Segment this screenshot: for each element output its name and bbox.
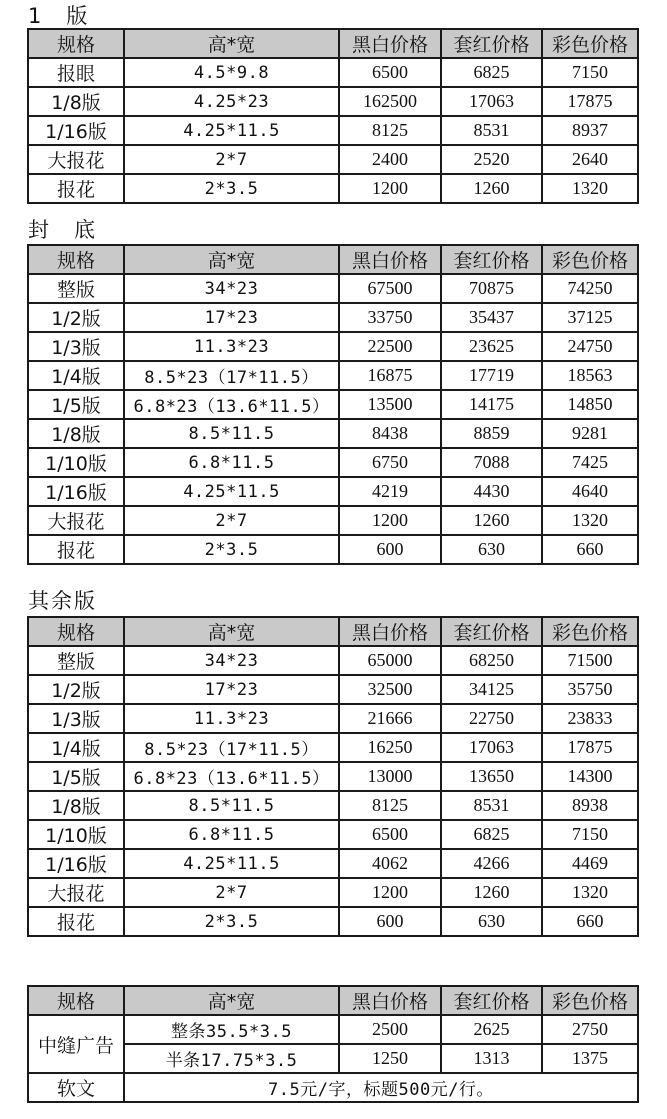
cell-color-price: 18563 bbox=[542, 361, 638, 390]
cell-bw-price: 65000 bbox=[339, 646, 441, 675]
cell-size: 6.8*11.5 bbox=[124, 448, 339, 477]
cell-softtext-label: 软文 bbox=[28, 1073, 124, 1102]
cell-red-price: 35437 bbox=[441, 303, 542, 332]
cell-red-price: 1313 bbox=[441, 1044, 542, 1073]
cell-bw-price: 162500 bbox=[339, 87, 441, 116]
cell-spec: 1/16版 bbox=[28, 116, 124, 145]
cell-size: 11.3*23 bbox=[124, 332, 339, 361]
table-header-row bbox=[28, 617, 638, 646]
cell-bw-price: 1200 bbox=[339, 506, 441, 535]
cell-bw-price: 6500 bbox=[339, 58, 441, 87]
cell-size: 4.25*11.5 bbox=[124, 477, 339, 506]
table-row bbox=[28, 477, 638, 506]
cell-spec: 大报花 bbox=[28, 878, 124, 907]
table-row bbox=[28, 58, 638, 87]
cell-bw-price: 1200 bbox=[339, 174, 441, 203]
cell-color-price: 24750 bbox=[542, 332, 638, 361]
cell-spec: 1/8版 bbox=[28, 419, 124, 448]
cell-seam-ad-label: 中缝广告 bbox=[28, 1015, 124, 1073]
cell-spec: 1/5版 bbox=[28, 390, 124, 419]
cell-red-price: 70875 bbox=[441, 274, 542, 303]
cell-color-price: 4640 bbox=[542, 477, 638, 506]
cell-size: 17*23 bbox=[124, 303, 339, 332]
table-row bbox=[28, 733, 638, 762]
rate-table-back-cover bbox=[27, 244, 639, 565]
cell-red-price: 34125 bbox=[441, 675, 542, 704]
cell-size: 2*7 bbox=[124, 145, 339, 174]
cell-size: 34*23 bbox=[124, 274, 339, 303]
cell-red-price: 68250 bbox=[441, 646, 542, 675]
cell-color-price: 660 bbox=[542, 535, 638, 564]
cell-red-price: 7088 bbox=[441, 448, 542, 477]
cell-size: 4.25*11.5 bbox=[124, 116, 339, 145]
cell-spec: 整版 bbox=[28, 646, 124, 675]
cell-bw-price: 32500 bbox=[339, 675, 441, 704]
table-row bbox=[28, 448, 638, 477]
header-spec: 规格 bbox=[28, 245, 124, 274]
cell-size: 整条35.5*3.5 bbox=[124, 1015, 339, 1044]
cell-size: 11.3*23 bbox=[124, 704, 339, 733]
cell-spec: 1/16版 bbox=[28, 477, 124, 506]
cell-size: 4.5*9.8 bbox=[124, 58, 339, 87]
table-row bbox=[28, 274, 638, 303]
cell-spec: 1/5版 bbox=[28, 762, 124, 791]
cell-color-price: 14300 bbox=[542, 762, 638, 791]
section-title-back-cover: 封 底 bbox=[28, 218, 97, 242]
header-size: 高*宽 bbox=[124, 245, 339, 274]
section-title-other-pages: 其余版 bbox=[28, 589, 97, 613]
cell-red-price: 8859 bbox=[441, 419, 542, 448]
cell-color-price: 7425 bbox=[542, 448, 638, 477]
header-bw-price: 黑白价格 bbox=[339, 617, 441, 646]
cell-color-price: 9281 bbox=[542, 419, 638, 448]
cell-bw-price: 1250 bbox=[339, 1044, 441, 1073]
table-row bbox=[28, 419, 638, 448]
cell-red-price: 17719 bbox=[441, 361, 542, 390]
cell-bw-price: 6750 bbox=[339, 448, 441, 477]
cell-red-price: 4266 bbox=[441, 849, 542, 878]
cell-bw-price: 22500 bbox=[339, 332, 441, 361]
cell-spec: 大报花 bbox=[28, 145, 124, 174]
cell-color-price: 17875 bbox=[542, 733, 638, 762]
rate-table-front bbox=[27, 28, 639, 204]
cell-bw-price: 4062 bbox=[339, 849, 441, 878]
cell-color-price: 14850 bbox=[542, 390, 638, 419]
cell-color-price: 1320 bbox=[542, 506, 638, 535]
header-spec: 规格 bbox=[28, 29, 124, 58]
cell-red-price: 2625 bbox=[441, 1015, 542, 1044]
header-bw-price: 黑白价格 bbox=[339, 245, 441, 274]
cell-spec: 1/4版 bbox=[28, 361, 124, 390]
cell-spec: 1/8版 bbox=[28, 791, 124, 820]
cell-color-price: 7150 bbox=[542, 58, 638, 87]
table-row bbox=[28, 1015, 638, 1044]
cell-bw-price: 16875 bbox=[339, 361, 441, 390]
cell-red-price: 2520 bbox=[441, 145, 542, 174]
cell-red-price: 1260 bbox=[441, 878, 542, 907]
cell-spec: 整版 bbox=[28, 274, 124, 303]
table-row bbox=[28, 116, 638, 145]
table-row bbox=[28, 849, 638, 878]
cell-bw-price: 33750 bbox=[339, 303, 441, 332]
cell-red-price: 6825 bbox=[441, 820, 542, 849]
cell-color-price: 35750 bbox=[542, 675, 638, 704]
header-bw-price: 黑白价格 bbox=[339, 29, 441, 58]
cell-color-price: 2750 bbox=[542, 1015, 638, 1044]
cell-color-price: 37125 bbox=[542, 303, 638, 332]
cell-bw-price: 2400 bbox=[339, 145, 441, 174]
cell-color-price: 660 bbox=[542, 907, 638, 936]
cell-softtext-value: 7.5元/字，标题500元/行。 bbox=[124, 1073, 638, 1102]
table-row bbox=[28, 535, 638, 564]
table-row bbox=[28, 907, 638, 936]
cell-spec: 1/10版 bbox=[28, 448, 124, 477]
table-row bbox=[28, 332, 638, 361]
header-red-price: 套红价格 bbox=[441, 617, 542, 646]
cell-size: 2*3.5 bbox=[124, 535, 339, 564]
cell-size: 2*3.5 bbox=[124, 174, 339, 203]
cell-spec: 1/3版 bbox=[28, 332, 124, 361]
header-spec: 规格 bbox=[28, 986, 124, 1015]
table-row bbox=[28, 145, 638, 174]
header-size: 高*宽 bbox=[124, 617, 339, 646]
cell-bw-price: 4219 bbox=[339, 477, 441, 506]
cell-size: 8.5*23（17*11.5） bbox=[124, 733, 339, 762]
cell-spec: 1/10版 bbox=[28, 820, 124, 849]
cell-red-price: 630 bbox=[441, 907, 542, 936]
cell-bw-price: 6500 bbox=[339, 820, 441, 849]
table-header-row bbox=[28, 986, 638, 1015]
cell-spec: 大报花 bbox=[28, 506, 124, 535]
cell-size: 17*23 bbox=[124, 675, 339, 704]
cell-bw-price: 67500 bbox=[339, 274, 441, 303]
cell-size: 8.5*11.5 bbox=[124, 791, 339, 820]
cell-red-price: 1260 bbox=[441, 174, 542, 203]
table-row bbox=[28, 762, 638, 791]
cell-spec: 报花 bbox=[28, 907, 124, 936]
cell-bw-price: 1200 bbox=[339, 878, 441, 907]
table-row bbox=[28, 506, 638, 535]
table-header-row bbox=[28, 29, 638, 58]
table-row bbox=[28, 878, 638, 907]
cell-red-price: 8531 bbox=[441, 116, 542, 145]
table-row bbox=[28, 390, 638, 419]
header-color-price: 彩色价格 bbox=[542, 986, 638, 1015]
cell-color-price: 7150 bbox=[542, 820, 638, 849]
cell-size: 2*7 bbox=[124, 878, 339, 907]
cell-red-price: 17063 bbox=[441, 87, 542, 116]
cell-size: 6.8*23（13.6*11.5） bbox=[124, 762, 339, 791]
cell-size: 8.5*23（17*11.5） bbox=[124, 361, 339, 390]
cell-color-price: 8937 bbox=[542, 116, 638, 145]
cell-bw-price: 16250 bbox=[339, 733, 441, 762]
table-row bbox=[28, 646, 638, 675]
cell-red-price: 22750 bbox=[441, 704, 542, 733]
table-row bbox=[28, 361, 638, 390]
cell-size: 4.25*23 bbox=[124, 87, 339, 116]
cell-red-price: 4430 bbox=[441, 477, 542, 506]
cell-spec: 1/16版 bbox=[28, 849, 124, 878]
cell-bw-price: 21666 bbox=[339, 704, 441, 733]
section-title-front: 1 版 bbox=[28, 4, 90, 28]
cell-spec: 1/3版 bbox=[28, 704, 124, 733]
cell-red-price: 630 bbox=[441, 535, 542, 564]
cell-size: 34*23 bbox=[124, 646, 339, 675]
header-red-price: 套红价格 bbox=[441, 245, 542, 274]
cell-bw-price: 8438 bbox=[339, 419, 441, 448]
cell-bw-price: 600 bbox=[339, 907, 441, 936]
cell-spec: 报花 bbox=[28, 174, 124, 203]
cell-size: 半条17.75*3.5 bbox=[124, 1044, 339, 1073]
cell-color-price: 71500 bbox=[542, 646, 638, 675]
table-row bbox=[28, 820, 638, 849]
header-size: 高*宽 bbox=[124, 29, 339, 58]
cell-color-price: 1320 bbox=[542, 174, 638, 203]
cell-bw-price: 13000 bbox=[339, 762, 441, 791]
cell-bw-price: 8125 bbox=[339, 116, 441, 145]
cell-red-price: 1260 bbox=[441, 506, 542, 535]
table-row bbox=[28, 1073, 638, 1102]
header-spec: 规格 bbox=[28, 617, 124, 646]
cell-size: 2*3.5 bbox=[124, 907, 339, 936]
cell-color-price: 1375 bbox=[542, 1044, 638, 1073]
cell-red-price: 17063 bbox=[441, 733, 542, 762]
cell-color-price: 8938 bbox=[542, 791, 638, 820]
cell-red-price: 6825 bbox=[441, 58, 542, 87]
cell-red-price: 8531 bbox=[441, 791, 542, 820]
header-color-price: 彩色价格 bbox=[542, 617, 638, 646]
cell-bw-price: 600 bbox=[339, 535, 441, 564]
table-row bbox=[28, 174, 638, 203]
rate-table-extra bbox=[27, 985, 639, 1103]
cell-red-price: 14175 bbox=[441, 390, 542, 419]
cell-spec: 1/8版 bbox=[28, 87, 124, 116]
cell-bw-price: 13500 bbox=[339, 390, 441, 419]
cell-size: 2*7 bbox=[124, 506, 339, 535]
cell-color-price: 1320 bbox=[542, 878, 638, 907]
cell-size: 6.8*23（13.6*11.5） bbox=[124, 390, 339, 419]
cell-color-price: 17875 bbox=[542, 87, 638, 116]
cell-size: 4.25*11.5 bbox=[124, 849, 339, 878]
cell-spec: 报花 bbox=[28, 535, 124, 564]
header-red-price: 套红价格 bbox=[441, 29, 542, 58]
cell-size: 6.8*11.5 bbox=[124, 820, 339, 849]
header-color-price: 彩色价格 bbox=[542, 29, 638, 58]
cell-bw-price: 2500 bbox=[339, 1015, 441, 1044]
cell-spec: 1/4版 bbox=[28, 733, 124, 762]
rate-table-other-pages bbox=[27, 616, 639, 937]
header-size: 高*宽 bbox=[124, 986, 339, 1015]
header-color-price: 彩色价格 bbox=[542, 245, 638, 274]
cell-bw-price: 8125 bbox=[339, 791, 441, 820]
cell-color-price: 23833 bbox=[542, 704, 638, 733]
header-bw-price: 黑白价格 bbox=[339, 986, 441, 1015]
table-row bbox=[28, 791, 638, 820]
cell-size: 8.5*11.5 bbox=[124, 419, 339, 448]
table-row bbox=[28, 704, 638, 733]
header-red-price: 套红价格 bbox=[441, 986, 542, 1015]
table-row bbox=[28, 303, 638, 332]
cell-red-price: 13650 bbox=[441, 762, 542, 791]
cell-color-price: 4469 bbox=[542, 849, 638, 878]
cell-spec: 1/2版 bbox=[28, 675, 124, 704]
cell-color-price: 74250 bbox=[542, 274, 638, 303]
table-row bbox=[28, 675, 638, 704]
cell-spec: 1/2版 bbox=[28, 303, 124, 332]
cell-red-price: 23625 bbox=[441, 332, 542, 361]
cell-color-price: 2640 bbox=[542, 145, 638, 174]
table-row bbox=[28, 87, 638, 116]
cell-spec: 报眼 bbox=[28, 58, 124, 87]
table-header-row bbox=[28, 245, 638, 274]
